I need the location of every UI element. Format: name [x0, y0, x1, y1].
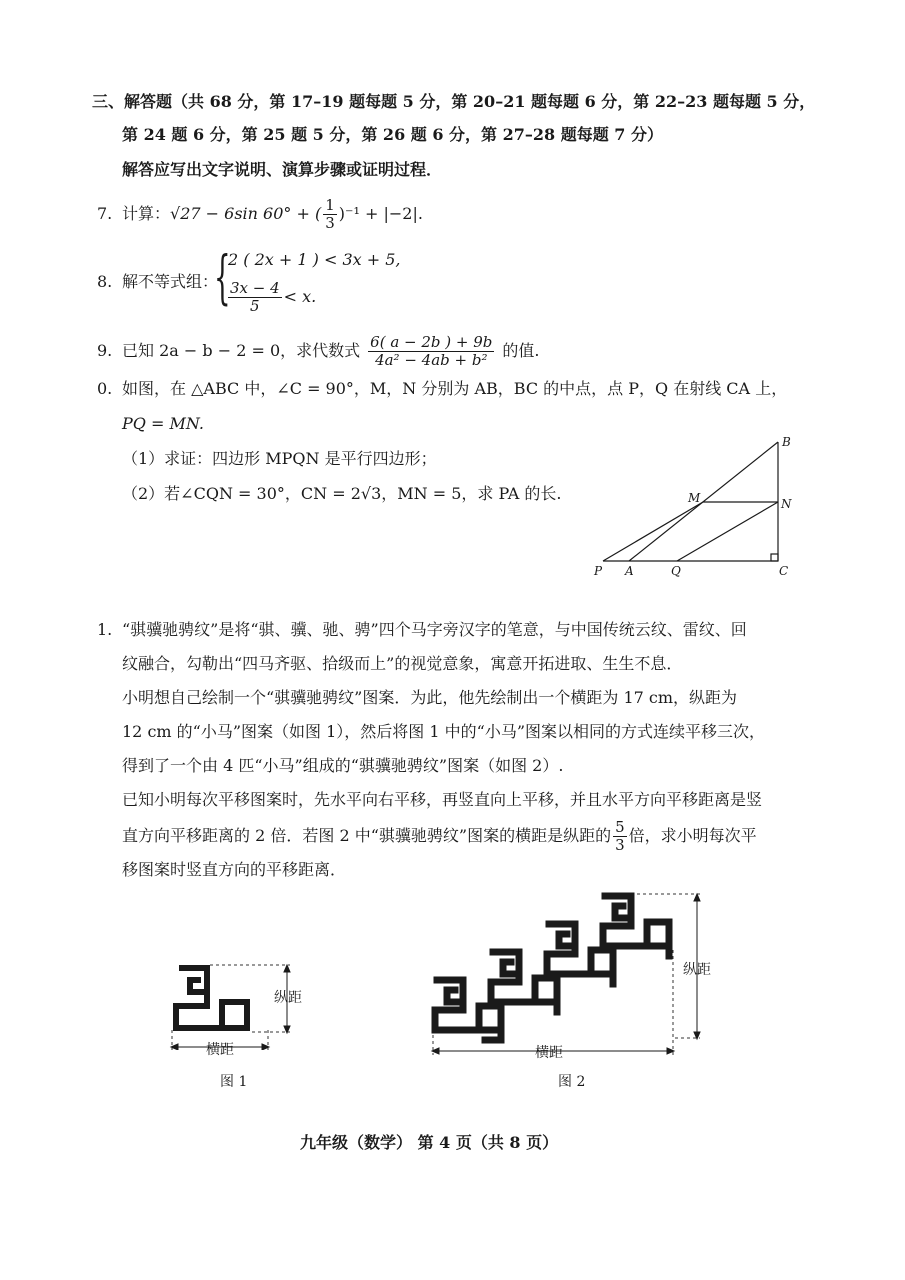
- label-Q: Q: [671, 564, 681, 578]
- fig1-vertical-label: 纵距: [274, 990, 302, 1006]
- q19-text: 已知 2a − b − 2 = 0，求代数式 $\frac{6( a - 2b ) + 9b}{\text{4a² − 4ab + b²}}$ 的值.: [122, 333, 540, 369]
- fig1-horizontal-label: 横距: [206, 1042, 234, 1058]
- label-B: B: [782, 435, 791, 449]
- label-P: P: [594, 564, 603, 578]
- fig2-horizontal-label: 横距: [535, 1045, 563, 1061]
- q19-fraction: $\frac{6( a - 2b ) + 9b}{\text{4a² − 4ab + b²}}$: [370, 333, 493, 369]
- q20-number: 0.: [97, 379, 113, 398]
- q21-line5: 得到了一个由 4 匹“小马”组成的“骐骥驰骋纹”图案（如图 2）.: [122, 756, 564, 775]
- q18-fraction: $\frac{3x - 4}{5}$: [230, 279, 280, 315]
- q21-line7: 直方向平移距离的 2 倍．若图 2 中“骐骥驰骋纹”图案的横距是纵距的 $\frac{5}{3}$ 倍，求小明每次平: [122, 818, 757, 854]
- q19-number: 9.: [97, 341, 113, 360]
- q21-line4: 12 cm 的“小马”图案（如图 1），然后将图 1 中的“小马”图案以相同的方式连续平移三次，: [122, 722, 766, 741]
- q21-line1: “骐骥驰骋纹”是将“骐、骥、驰、骋”四个马字旁汉字的笔意，与中国传统云纹、雷纹、回: [122, 620, 747, 639]
- q17-fraction: $\frac{1}{3}$: [325, 196, 335, 232]
- q20-line2: PQ = MN.: [122, 414, 204, 433]
- q21-line6: 已知小明每次平移图案时，先水平向右平移，再竖直向上平移，并且水平方向平移距离是竖: [122, 790, 763, 809]
- q18-prefix: 解不等式组：: [122, 272, 219, 291]
- fig2-caption: 图 2: [558, 1074, 586, 1090]
- label-N: N: [781, 497, 792, 511]
- q18-brace: {: [214, 243, 231, 311]
- label-C: C: [779, 564, 789, 578]
- section-heading-line2: 第 24 题 6 分，第 25 题 5 分，第 26 题 6 分，第 27–28 题每题 7 分）: [122, 125, 663, 144]
- q20-part2: （2）若∠CQN = 30°，CN = 2√3，MN = 5，求 PA 的长.: [122, 484, 562, 503]
- q18-line1: 2 ( 2x + 1 ) < 3x + 5,: [228, 250, 401, 269]
- section-instruction: 解答应写出文字说明、演算步骤或证明过程．: [122, 160, 443, 179]
- section-heading-line1: 三、解答题（共 68 分，第 17–19 题每题 5 分，第 20–21 题每题 6 分，第 22–23 题每题 5 分，: [92, 92, 816, 111]
- fig1-caption: 图 1: [220, 1074, 248, 1090]
- q17-expression: [122, 197, 423, 232]
- figure-2-pattern: [425, 890, 725, 1060]
- q21-line3: 小明想自己绘制一个“骐骥驰骋纹”图案．为此，他先绘制出一个横距为 17 cm，纵距为: [122, 688, 738, 707]
- q17-number: 7.: [97, 204, 113, 223]
- q18-number: 8.: [97, 272, 113, 291]
- fig2-vertical-label: 纵距: [683, 962, 711, 978]
- q20-triangle-figure: [585, 430, 805, 585]
- q17-prefix: 计算：: [122, 204, 171, 223]
- q20-line1: 如图，在 △ABC 中，∠C = 90°，M，N 分别为 AB，BC 的中点，点 P，Q 在射线 CA 上，: [122, 379, 788, 398]
- label-A: A: [625, 564, 634, 578]
- label-M: M: [688, 491, 701, 505]
- q18-line2: $\frac{3x - 4}{5}$ < x.: [230, 279, 317, 315]
- page-footer: 九年级（数学） 第 4 页（共 8 页）: [300, 1133, 559, 1152]
- q21-line8: 移图案时竖直方向的平移距离．: [122, 860, 347, 879]
- q21-line2: 纹融合，勾勒出“四马齐驱、拾级而上”的视觉意象，寓意开拓进取、生生不息．: [122, 654, 683, 673]
- q17-expr-a: √27 − 6sin 60° + (: [170, 204, 322, 223]
- q17-expr-b: )⁻¹ + |−2|.: [338, 204, 423, 223]
- q21-fraction: $\frac{5}{3}$: [615, 818, 625, 854]
- q20-part1: （1）求证：四边形 MPQN 是平行四边形；: [122, 449, 437, 468]
- q21-number: 1.: [97, 620, 113, 639]
